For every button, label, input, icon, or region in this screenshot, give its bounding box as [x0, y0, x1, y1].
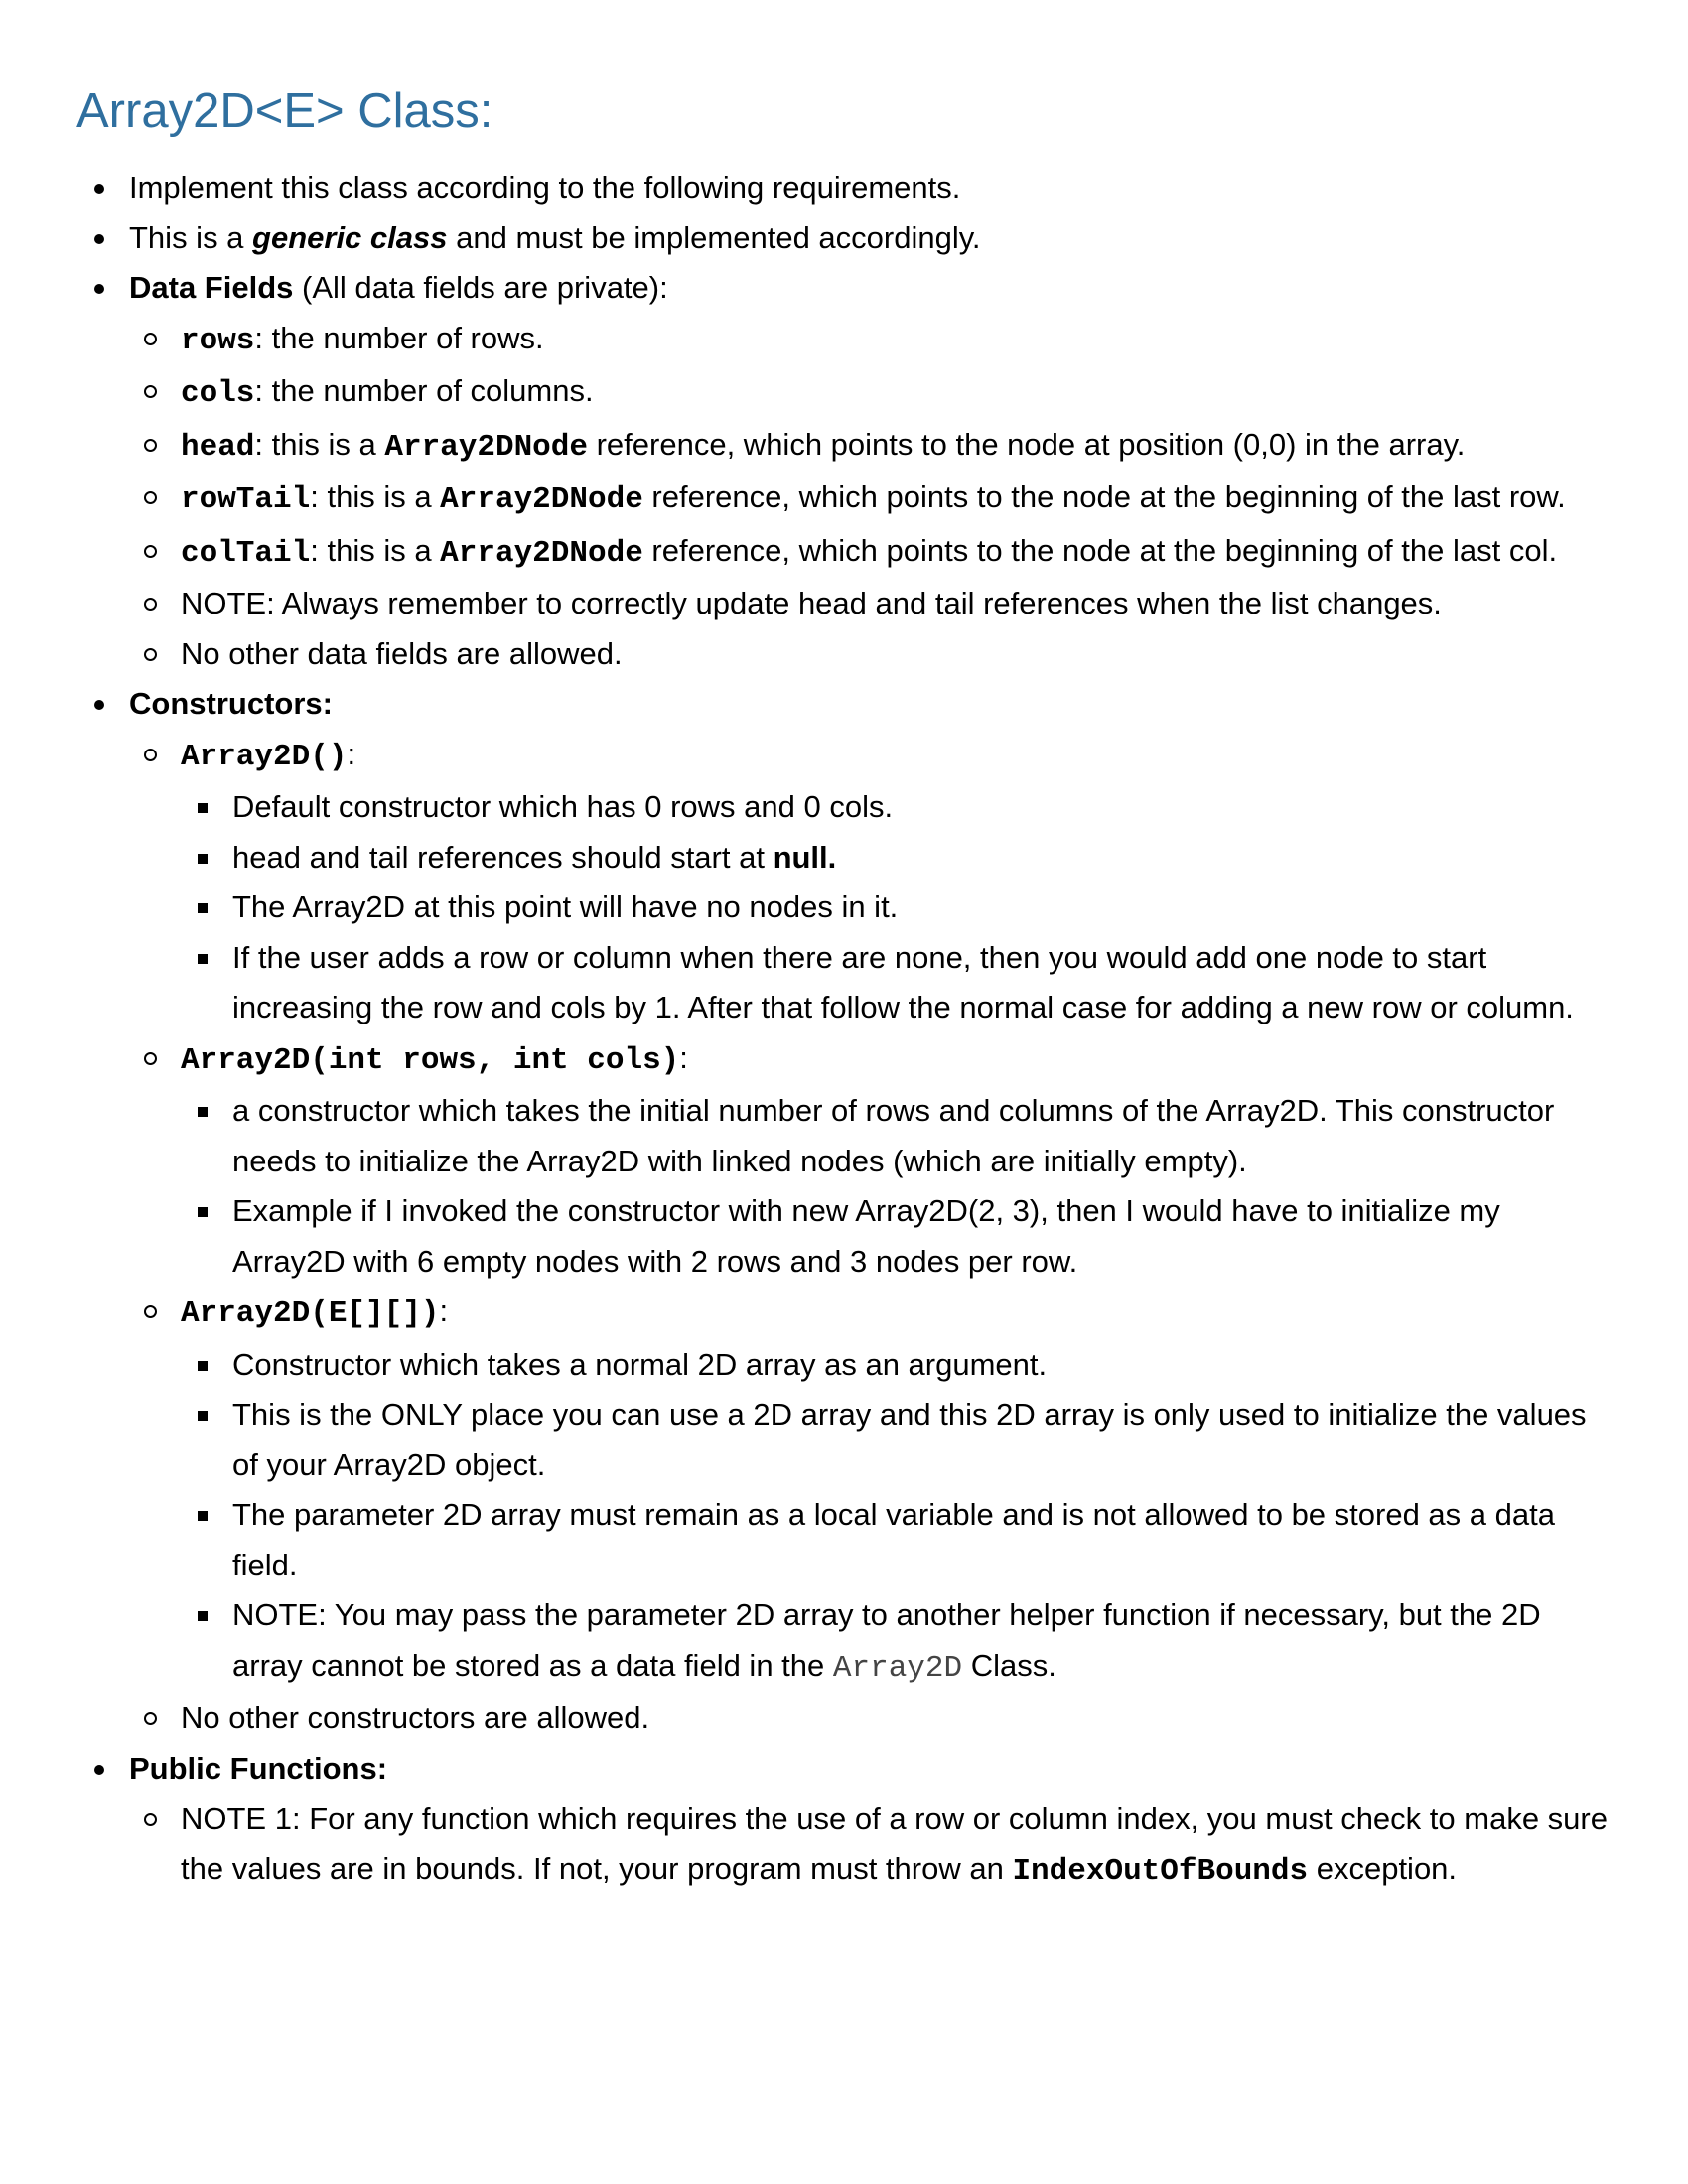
data-fields-note-update	[0, 579, 1688, 629]
data-fields-label: Data Fields	[129, 270, 294, 305]
field-coltail	[0, 526, 1688, 580]
field-rowtail-code: rowTail	[181, 482, 311, 517]
field-rows-text: : the number of rows.	[254, 320, 544, 355]
constructor-default-bullet-4-text: If the user adds a row or column when there are none, then you would add one node to start increasing the row and cols by 1. After that follow the normal case for adding a new row or column.	[232, 939, 1574, 1024]
field-cols-text: : the number of columns.	[254, 373, 594, 408]
constructor-default-colon: :	[347, 736, 356, 771]
field-coltail-type: Array2DNode	[440, 535, 643, 571]
public-functions-section	[0, 1744, 1688, 1795]
page-title: Array2D<E> Class:	[76, 84, 493, 138]
constructor-default	[0, 730, 1688, 783]
public-functions-note-1-post: exception.	[1308, 1850, 1458, 1886]
constructor-rows-cols-bullet-2-text: Example if I invoked the constructor with new Array2D(2, 3), then I would have to initialize my Array2D with 6 empty nodes with 2 rows and 3 nodes per row.	[232, 1193, 1500, 1279]
constructor-array	[0, 1287, 1688, 1340]
constructor-array-colon: :	[439, 1294, 449, 1328]
generic-pre: This is a	[129, 219, 253, 255]
requirements-list	[0, 163, 1688, 1897]
constructor-default-bullet-2-null: null.	[773, 839, 837, 875]
constructor-array-bullet-3	[0, 1490, 1688, 1590]
field-head-type: Array2DNode	[384, 429, 588, 465]
intro-item-implement-text: Implement this class according to the following requirements.	[129, 170, 961, 205]
constructors-section	[0, 679, 1688, 730]
constructor-array-bullet-4-pre: NOTE: You may pass the parameter 2D array to another helper function if necessary, but the 2D array cannot be stored as a data field in the	[232, 1597, 1541, 1683]
constructor-default-bullet-2-pre: head and tail references should start at	[232, 839, 774, 875]
field-cols-code: cols	[181, 376, 255, 411]
constructor-rows-cols-colon: :	[679, 1039, 688, 1075]
field-head-post: reference, which points to the node at position (0,0) in the array.	[588, 426, 1466, 462]
constructor-array-bullet-4	[0, 1590, 1688, 1694]
constructor-default-bullet-4	[0, 933, 1688, 1033]
data-fields-note-update-text: NOTE: Always remember to correctly update head and tail references when the list changes.	[181, 586, 1442, 620]
field-coltail-post: reference, which points to the node at the beginning of the last col.	[642, 532, 1558, 568]
constructor-default-signature: Array2D()	[181, 739, 348, 774]
constructor-array-bullet-2-text: This is the ONLY place you can use a 2D array and this 2D array is only used to initialize the values of your Array2D object.	[232, 1397, 1587, 1482]
field-head-pre: : this is a	[254, 426, 385, 462]
constructor-array-bullet-4-class: Array2D	[832, 1650, 963, 1686]
field-coltail-pre: : this is a	[310, 532, 441, 568]
generic-post: and must be implemented accordingly.	[447, 219, 981, 255]
constructor-rows-cols-bullet-2	[0, 1186, 1688, 1287]
field-coltail-code: colTail	[181, 535, 311, 571]
public-functions-note-1	[0, 1794, 1688, 1897]
constructor-array-bullet-4-post: Class.	[962, 1647, 1056, 1683]
constructor-default-bullet-3	[0, 883, 1688, 933]
constructor-rows-cols-bullet-1-text: a constructor which takes the initial number of rows and columns of the Array2D. This constructor needs to initialize the Array2D with linked nodes (which are initially empty).	[232, 1093, 1555, 1178]
constructor-default-bullet-2	[0, 833, 1688, 884]
field-cols	[0, 366, 1688, 420]
field-rows	[0, 314, 1688, 367]
constructor-array-bullet-1-text: Constructor which takes a normal 2D array as an argument.	[232, 1346, 1048, 1382]
intro-item-generic	[0, 213, 1688, 264]
generic-class-emphasis: generic class	[252, 219, 448, 255]
data-fields-note-no-other	[0, 629, 1688, 680]
field-head	[0, 420, 1688, 474]
field-rowtail-post: reference, which points to the node at the beginning of the last row.	[642, 479, 1566, 514]
intro-item-implement	[0, 163, 1688, 213]
data-fields-section	[0, 263, 1688, 314]
constructors-label: Constructors:	[129, 686, 333, 721]
constructor-rows-cols	[0, 1033, 1688, 1087]
constructor-default-bullet-1-text: Default constructor which has 0 rows and 0 cols.	[232, 789, 894, 824]
constructor-rows-cols-signature: Array2D(int rows, int cols)	[181, 1042, 680, 1078]
constructor-array-bullet-2	[0, 1390, 1688, 1490]
constructor-array-bullet-3-text: The parameter 2D array must remain as a local variable and is not allowed to be stored as a data field.	[232, 1497, 1555, 1582]
constructors-note-text: No other constructors are allowed.	[181, 1701, 650, 1735]
data-fields-note-no-other-text: No other data fields are allowed.	[181, 635, 623, 671]
constructor-default-bullet-1	[0, 782, 1688, 833]
public-functions-label: Public Functions:	[129, 1750, 388, 1786]
field-rows-code: rows	[181, 323, 255, 358]
constructor-array-bullet-1	[0, 1340, 1688, 1391]
public-functions-note-1-exception: IndexOutOfBounds	[1012, 1853, 1309, 1889]
constructor-default-bullet-3-text: The Array2D at this point will have no nodes in it.	[232, 889, 899, 924]
field-rowtail-type: Array2DNode	[440, 482, 643, 517]
constructors-note	[0, 1694, 1688, 1744]
public-functions-note-1-pre: NOTE 1: For any function which requires the use of a row or column index, you must check to make sure the values are in bounds. If not, your program must throw an	[181, 1801, 1608, 1886]
field-head-code: head	[181, 429, 255, 465]
constructor-rows-cols-bullet-1	[0, 1086, 1688, 1186]
constructor-array-signature: Array2D(E[][])	[181, 1297, 440, 1331]
field-rowtail	[0, 473, 1688, 526]
field-rowtail-pre: : this is a	[310, 479, 441, 514]
data-fields-note: (All data fields are private):	[293, 270, 668, 305]
